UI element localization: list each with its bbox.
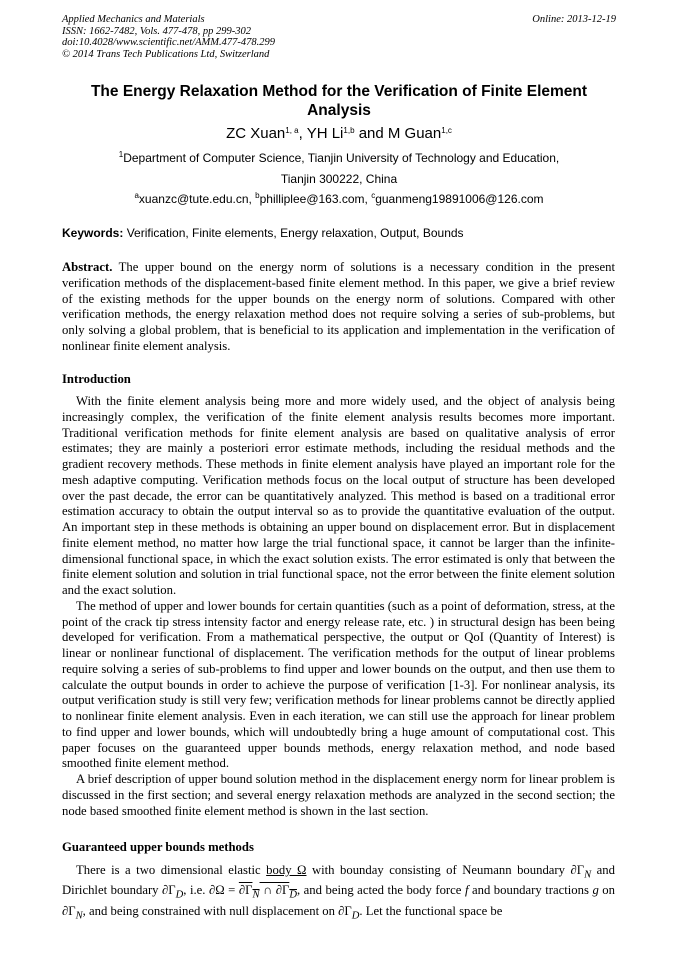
email-a: xuanzc@tute.edu.cn, <box>138 192 256 206</box>
keywords <box>62 226 464 240</box>
gub-sub-d3: D <box>351 910 360 922</box>
gub-cap: ∩ ∂Γ <box>259 883 290 898</box>
email-a-sup: a <box>134 191 139 200</box>
affiliation-sup: 1 <box>118 150 124 159</box>
email-b: philliplee@163.com, <box>259 192 372 206</box>
author-2-sup: 1,b <box>343 126 355 135</box>
intro-paragraph-2: The method of upper and lower bounds for certain quantities (such as a point of deformation, stress, at the point of the crack tip stress intensity factor and energy release rate, etc. ) in structural design has been being developed for verification. From a mathematical perspective, the output or QoI (Quantity of Interest) is linear or nonlinear functional of displacement. The verification methods for the output of linear problems require solving a series of sub-problems to find upper and lower bounds on the output, and then use them to calculate the output bounds in order to achieve the purpose of verification [1-3]. For nonlinear analysis, its output verification study is still very few; verification methods for linear problems cannot be directly applied to nonlinear finite element analysis. Even in each iteration, we can still use the approach for linear problem to find upper and lower bounds, which will undoubtedly bring a huge amount of computational cost. This paper focuses on the guaranteed upper bounds methods, energy relaxation method, and node based smoothed finite element method. <box>62 598 615 771</box>
author-1: ZC Xuan <box>226 125 286 142</box>
gub-sub-n1: N <box>584 869 592 881</box>
copyright: © 2014 Trans Tech Publications Ltd, Switzerland <box>62 48 270 60</box>
gub-text-9: . Let the functional space be <box>359 903 503 918</box>
gub-sub-d1: D <box>175 889 184 901</box>
introduction-heading: Introduction <box>62 372 131 386</box>
journal-name: Applied Mechanics and Materials <box>62 14 205 25</box>
gub-over: ∂Γ <box>238 883 253 898</box>
keywords-text: Verification, Finite elements, Energy relaxation, Output, Bounds <box>123 226 464 240</box>
abstract <box>62 260 615 355</box>
guaranteed-heading: Guaranteed upper bounds methods <box>62 840 254 854</box>
gub-text-1: There is a two dimensional elastic <box>76 863 267 877</box>
guaranteed-body <box>62 863 615 924</box>
gub-text-3: and Dirichlet boundary ∂Γ <box>62 863 615 898</box>
gub-sub-d2: D <box>289 889 297 901</box>
gub-body-omega: body Ω <box>266 863 307 877</box>
gub-sub-n3: N <box>75 910 83 922</box>
gub-text-2: with bounday consisting of Neumann boundary ∂Γ <box>306 863 585 877</box>
email-c-sup: c <box>371 191 376 200</box>
gub-text-8: , and being constrained with null displacement on ∂Γ <box>82 903 352 918</box>
journal-header <box>62 14 275 60</box>
guaranteed-paragraph <box>62 863 615 924</box>
gub-g: g <box>592 883 599 898</box>
affiliation-line-2: Tianjin 300222, China <box>280 172 398 186</box>
author-line: ZC Xuan$^{1, a}$, YH Li$^{1,b}$ and M Guan$^{1,c}$ <box>226 125 452 142</box>
intro-paragraph-3: A brief description of upper bound solution method in the displacement energy norm for linear problem is discussed in the first section; and several energy relaxation methods are analyzed in the second section; the node based smoothed finite element method is shown in the last section. <box>62 772 615 818</box>
gub-f: f <box>464 883 469 898</box>
gub-text-4: , i.e. ∂Ω = <box>183 883 239 898</box>
author-3: and M Guan <box>358 125 442 142</box>
abstract-label: Abstract. <box>62 260 113 274</box>
gub-text-7: on ∂Γ <box>62 883 615 918</box>
author-1-sup: 1, a <box>285 126 299 135</box>
email-b-sup: b <box>255 191 260 200</box>
gub-text-6: and boundary tractions <box>468 883 593 898</box>
email-c: guanmeng19891006@126.com <box>375 192 544 206</box>
affiliation-line-1: Department of Computer Science, Tianjin University of Technology and Education, <box>123 151 560 165</box>
author-2: YH Li <box>306 125 344 142</box>
affiliation <box>70 148 608 190</box>
paper-title: The Energy Relaxation Method for the Verification of Finite Element Analysis <box>90 83 588 119</box>
introduction-body <box>62 394 615 819</box>
online-date: Online: 2013-12-19 <box>532 14 616 25</box>
doi: doi:10.4028/www.scientific.net/AMM.477-478.299 <box>62 37 275 49</box>
email-line <box>0 192 678 206</box>
author-3-sup: 1,c <box>441 126 452 135</box>
intro-paragraph-1: With the finite element analysis being more and more widely used, and the object of analysis being increasingly complex, the verification of the finite element analysis results becomes more important. Traditional verification methods for finite element analysis are based on qualitative analysis of error estimates; they are mainly a posteriori error estimate methods, including the residual methods and the gradient recovery methods. These methods in finite element analysis have played an important role for the mesh adaptive computing. Verification methods focus on the local output of structure has been developed over the past decade, the error can be quantitatively analyzed. This method is based on a traditional error estimation accuracy to obtain the output interval so as to provide the quantitative evaluation of the output. An important step in these methods is obtaining an upper bound on displacement error. But in displacement finite element method, no matter how large the trial functional space, it cannot be larger than the infinite-dimensional functional space, in which the exact solution exists. The error estimated is only that between the finite element solution and solution in trial functional space, not the error between the finite element solution and the exact solution. <box>62 394 615 597</box>
gub-text-5: , and being acted the body force <box>296 883 465 898</box>
issn: ISSN: 1662-7482, Vols. 477-478, pp 299-302 <box>62 25 251 37</box>
abstract-text: The upper bound on the energy norm of solutions is a necessary condition in the present verification methods of the displacement-based finite element method. In this paper, we give a brief review of the existing methods for the upper bounds on the energy norm of solutions. Compared with other verification methods, the energy relaxation method does not require solving a series of sub-problems, but only solving a global problem, that is beneficial to its application and implementation in the verification of nonlinear finite element analysis. <box>62 260 615 353</box>
gub-sub-n2: N <box>252 889 260 901</box>
keywords-label: Keywords: <box>62 226 124 240</box>
